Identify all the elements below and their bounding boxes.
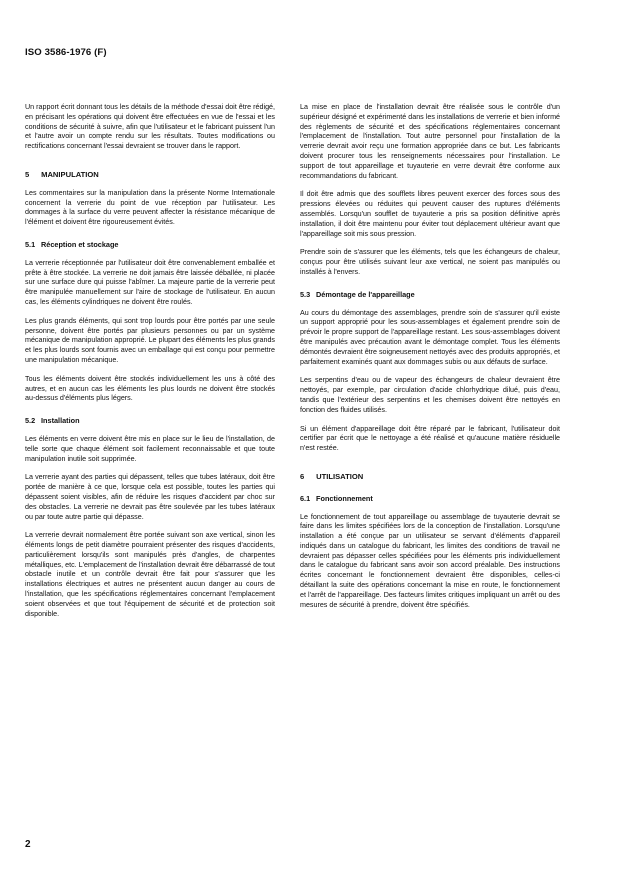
section-title: Installation	[41, 416, 80, 426]
section-5-2-heading	[25, 416, 275, 426]
intro-paragraph: Un rapport écrit donnant tous les détails de la méthode d'essai doit être rédigé, en précisant les opérations qui doivent être effectuées en vue de l'essai et les conditions de sécurité à suivre, afin que l'utilisateur et le fabricant puissent l'un et l'autre avoir un compte rendu sur les résultats. Toutes modifications ou rectifications concernant l'essai devraient se trouver dans le rapport.	[25, 103, 275, 151]
section-number: 5.2	[25, 416, 36, 426]
section-5-3-heading	[300, 290, 560, 300]
page-number: 2	[25, 839, 31, 850]
section-number: 5.1	[25, 239, 36, 249]
paragraph: La verrerie réceptionnée par l'utilisateur doit être convenablement emballée et prête à être stockée. La verrerie ne doit jamais être laissée déballée, ni placée sur une surface dure qui puisse l'abîmer. La majeure partie de la verrerie peut être manipulée manuellement sur l'aire de stockage de l'utilisateur. En aucun cas, les éléments cylindriques ne doivent être roulés.	[25, 258, 275, 306]
section-number: 5.3	[300, 289, 311, 299]
section-title: Fonctionnement	[316, 493, 373, 503]
section-number: 6	[300, 471, 305, 481]
section-title: MANIPULATION	[41, 169, 99, 179]
left-column	[25, 103, 275, 628]
paragraph: Au cours du démontage des assemblages, prendre soin de s'assurer qu'il existe un support approprié pour les sous-assemblages et également prendre soin de prévoir le propre support de l'appareillage restant. Les sous-assemblages doivent être manipulés avec précaution avant le démontage complet. Tous les éléments démontés devraient être soigneusement nettoyés avec des produits appropriés, et parfaitement examinés quant aux dommages subis ou aux défauts de surface.	[300, 308, 560, 366]
section-title: UTILISATION	[316, 471, 364, 481]
section-number: 6.1	[300, 493, 311, 503]
section-6-heading	[300, 472, 560, 482]
section-6-1-heading	[300, 494, 560, 504]
section-title: Démontage de l'appareillage	[316, 289, 415, 299]
paragraph: Si un élément d'appareillage doit être réparé par le fabricant, l'utilisateur doit certifier par écrit que le nettoyage a été réalisé et qu'aucune matière résiduelle n'est restée.	[300, 424, 560, 453]
paragraph: Les éléments en verre doivent être mis en place sur le lieu de l'installation, de telle sorte que chaque élément soit facilement reconnaissable et que toute manipulation inutile soit supprimée.	[25, 434, 275, 463]
section-5-heading	[25, 170, 275, 180]
document-header: ISO 3586-1976 (F)	[25, 47, 107, 58]
paragraph: Tous les éléments doivent être stockés individuellement les uns à côté des autres, et en aucun cas les éléments les plus lourds ne doivent être stockés au-dessus d'éléments plus légers.	[25, 374, 275, 403]
section-title: Réception et stockage	[41, 239, 119, 249]
paragraph: Le fonctionnement de tout appareillage ou assemblage de tuyauterie devrait se faire dans les limites spécifiées lors de la conception de l'installation. Lorsqu'une installation a été conçue par un utilisateur se servant d'éléments d'appareil indiqués dans un catalogue du fabricant, les limites des conditions de travail ne devraient pas dépasser celles spécifiées pour les éléments pris individuellement dans le catalogue du fabricant sans avoir son accord préalable. Des instructions écrites concernant le fonctionnement devraient être disponibles, celles-ci détaillant la suite des opérations concernant la mise en route, le fonctionnement et l'arrêt de l'appareillage. Des facteurs limites critiques impliquant un arrêt ou des mesures de sécurité à prendre, doivent être spécifiés.	[300, 512, 560, 609]
paragraph: La mise en place de l'installation devrait être réalisée sous le contrôle d'un supérieur désigné et expérimenté dans les installations de verrerie et bien informé des règlements de sécurité et des spécifications réglementaires concernant l'emplacement de l'installation. Tout autre personnel pour l'installation de la verrerie devrait avoir reçu une formation appropriée dans ce but. Les fabricants doivent procurer tous les renseignements nécessaires pour l'installation. Le support de tout appareillage et tuyauterie en verre devrait être conforme aux recommandations du fabricant.	[300, 103, 560, 180]
paragraph: La verrerie ayant des parties qui dépassent, telles que tubes latéraux, doit être portée de manière à ce que, lorsque cela est possible, toutes les parties qui dépassent soient visibles, afin de réduire les risques d'accident par choc sur des obstacles. La verrerie ne devrait pas être soulevée par les tubes latéraux ou par toute autre partie qui dépasse.	[25, 473, 275, 521]
paragraph: Les serpentins d'eau ou de vapeur des échangeurs de chaleur devraient être nettoyés, par exemple, par circulation d'acide chlorhydrique dilué, puis d'eau, tandis que l'extérieur des serpentins et les chemises doivent être nettoyés en fonction des fluides utilisés.	[300, 376, 560, 414]
paragraph: Il doit être admis que des soufflets libres peuvent exercer des forces sous des pressions élevées ou réduites qui peuvent causer des ruptures d'éléments assemblés. Lorsqu'un soufflet de tuyauterie a pris sa position définitive après installation, il doit être maintenu pour éviter tout déplacement ultérieur avant que l'appareillage soit mis sous pression.	[300, 190, 560, 238]
section-5-1-heading	[25, 240, 275, 250]
section-number: 5	[25, 169, 30, 179]
paragraph: La verrerie devrait normalement être portée suivant son axe vertical, sinon les éléments longs de petit diamètre pourraient présenter des risques d'accidents, particulièrement lorsqu'ils sont manipulés près d'angles, de charpentes métalliques, etc. L'emplacement de l'installation devrait être débarrassé de tout obstacle inutile et un contrôle devrait être fait pour s'assurer que les installations électriques et autres ne présentent aucun danger au cours de l'installation, que les spécifications réglementaires concernant l'emplacement soient observées et que tout l'équipement de sécurité et de protection soit disponible.	[25, 531, 275, 618]
paragraph: Les plus grands éléments, qui sont trop lourds pour être portés par une seule personne, doivent être portés par plusieurs personnes ou par un système mécanique de manipulation approprié. Le plupart des éléments les plus grands et les plus lourds sont fournis avec un emballage qui est conçu pour permettre une manipulation mécanique.	[25, 316, 275, 364]
paragraph: Prendre soin de s'assurer que les éléments, tels que les échangeurs de chaleur, conçus pour être utilisés suivant leur axe vertical, ne soient pas manipulés ou installés à l'envers.	[300, 248, 560, 276]
paragraph: Les commentaires sur la manipulation dans la présente Norme Internationale concernent la verrerie du point de vue réception par l'utilisateur. Les dommages à la surface du verre peuvent affecter la résistance mécanique de l'élément et doivent être rigoureusement évités.	[25, 188, 275, 227]
right-column	[300, 103, 560, 619]
